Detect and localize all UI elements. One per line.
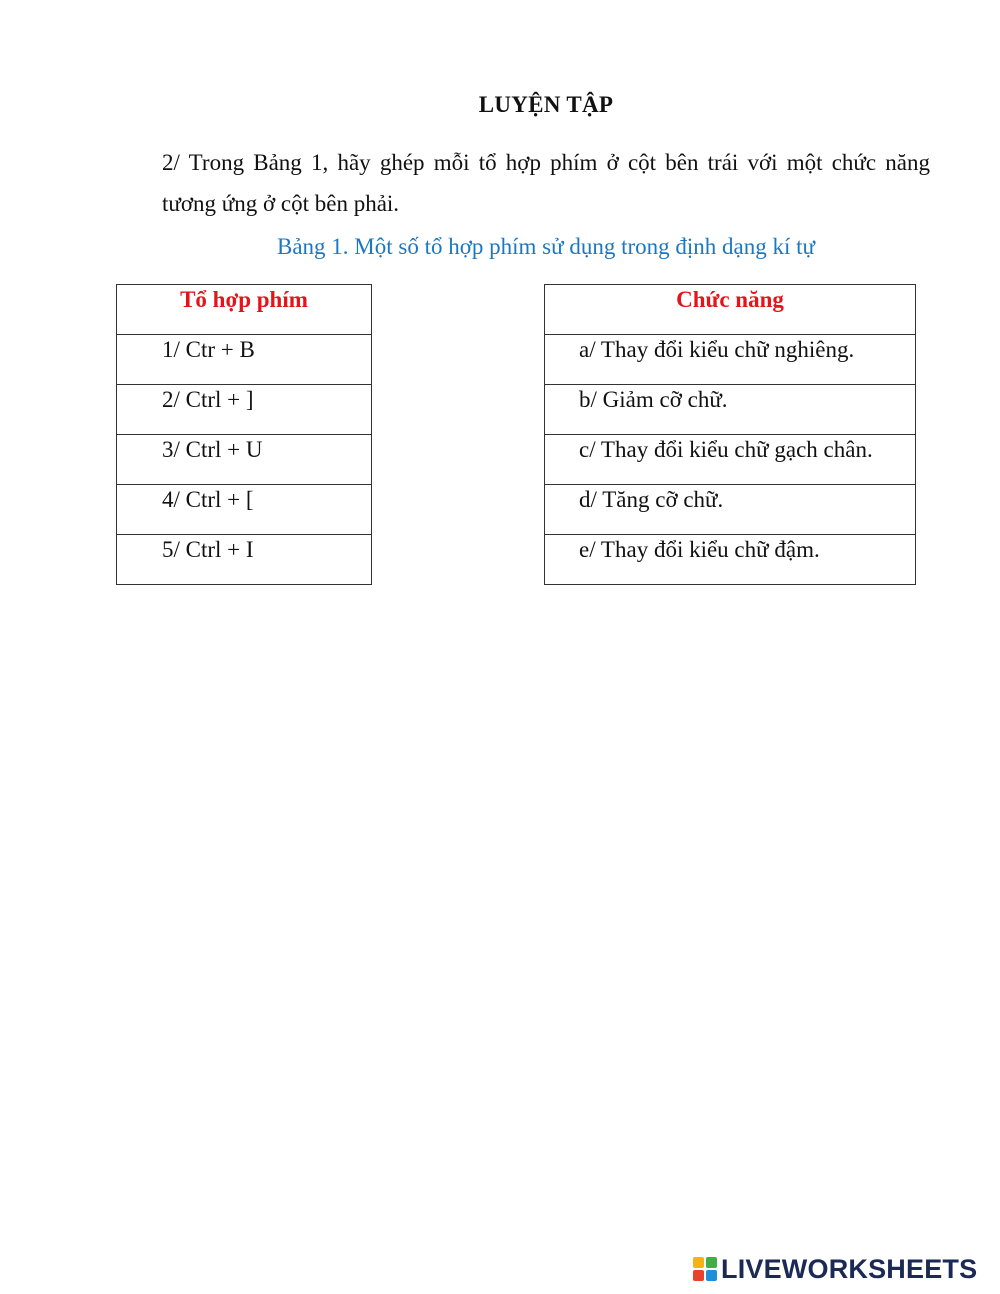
page-title: LUYỆN TẬP [478,92,614,117]
key-combination-5[interactable]: 5/ Ctrl + I [117,535,372,585]
key-combination-3[interactable]: 3/ Ctrl + U [117,435,372,485]
liveworksheets-logo [693,1254,977,1284]
column-header-key-combination: Tổ hợp phím [117,285,372,335]
logo-text: LIVEWORKSHEETS [721,1253,978,1284]
key-combination-4[interactable]: 4/ Ctrl + [ [117,485,372,535]
table-caption: Bảng 1. Một số tổ hợp phím sử dụng trong định dạng kí tự [277,234,815,259]
table-row [545,335,916,385]
function-table [544,284,916,585]
table-row [545,535,916,585]
function-e[interactable]: e/ Thay đổi kiểu chữ đậm. [545,535,916,585]
table-row [117,535,372,585]
key-combination-1[interactable]: 1/ Ctr + B [117,335,372,385]
table-row [545,485,916,535]
logo-mark-icon [693,1257,717,1281]
table-row [545,385,916,435]
logo-mark-tile [706,1257,717,1268]
table-row [545,435,916,485]
function-d[interactable]: d/ Tăng cỡ chữ. [545,485,916,535]
exercise-instruction: 2/ Trong Bảng 1, hãy ghép mỗi tổ hợp phím ở cột bên trái với một chức năng tương ứng ở cột bên phải. [162,150,930,216]
key-combination-table [116,284,372,585]
table-row [117,385,372,435]
key-combination-2[interactable]: 2/ Ctrl + ] [117,385,372,435]
logo-mark-tile [693,1270,704,1281]
function-b[interactable]: b/ Giảm cỡ chữ. [545,385,916,435]
logo-mark-tile [693,1257,704,1268]
table-row [117,485,372,535]
table-header-row [545,285,916,335]
logo-mark-tile [706,1270,717,1281]
column-header-function: Chức năng [545,285,916,335]
function-c[interactable]: c/ Thay đổi kiểu chữ gạch chân. [545,435,916,485]
table-header-row [117,285,372,335]
table-row [117,335,372,385]
function-a[interactable]: a/ Thay đổi kiểu chữ nghiêng. [545,335,916,385]
table-row [117,435,372,485]
